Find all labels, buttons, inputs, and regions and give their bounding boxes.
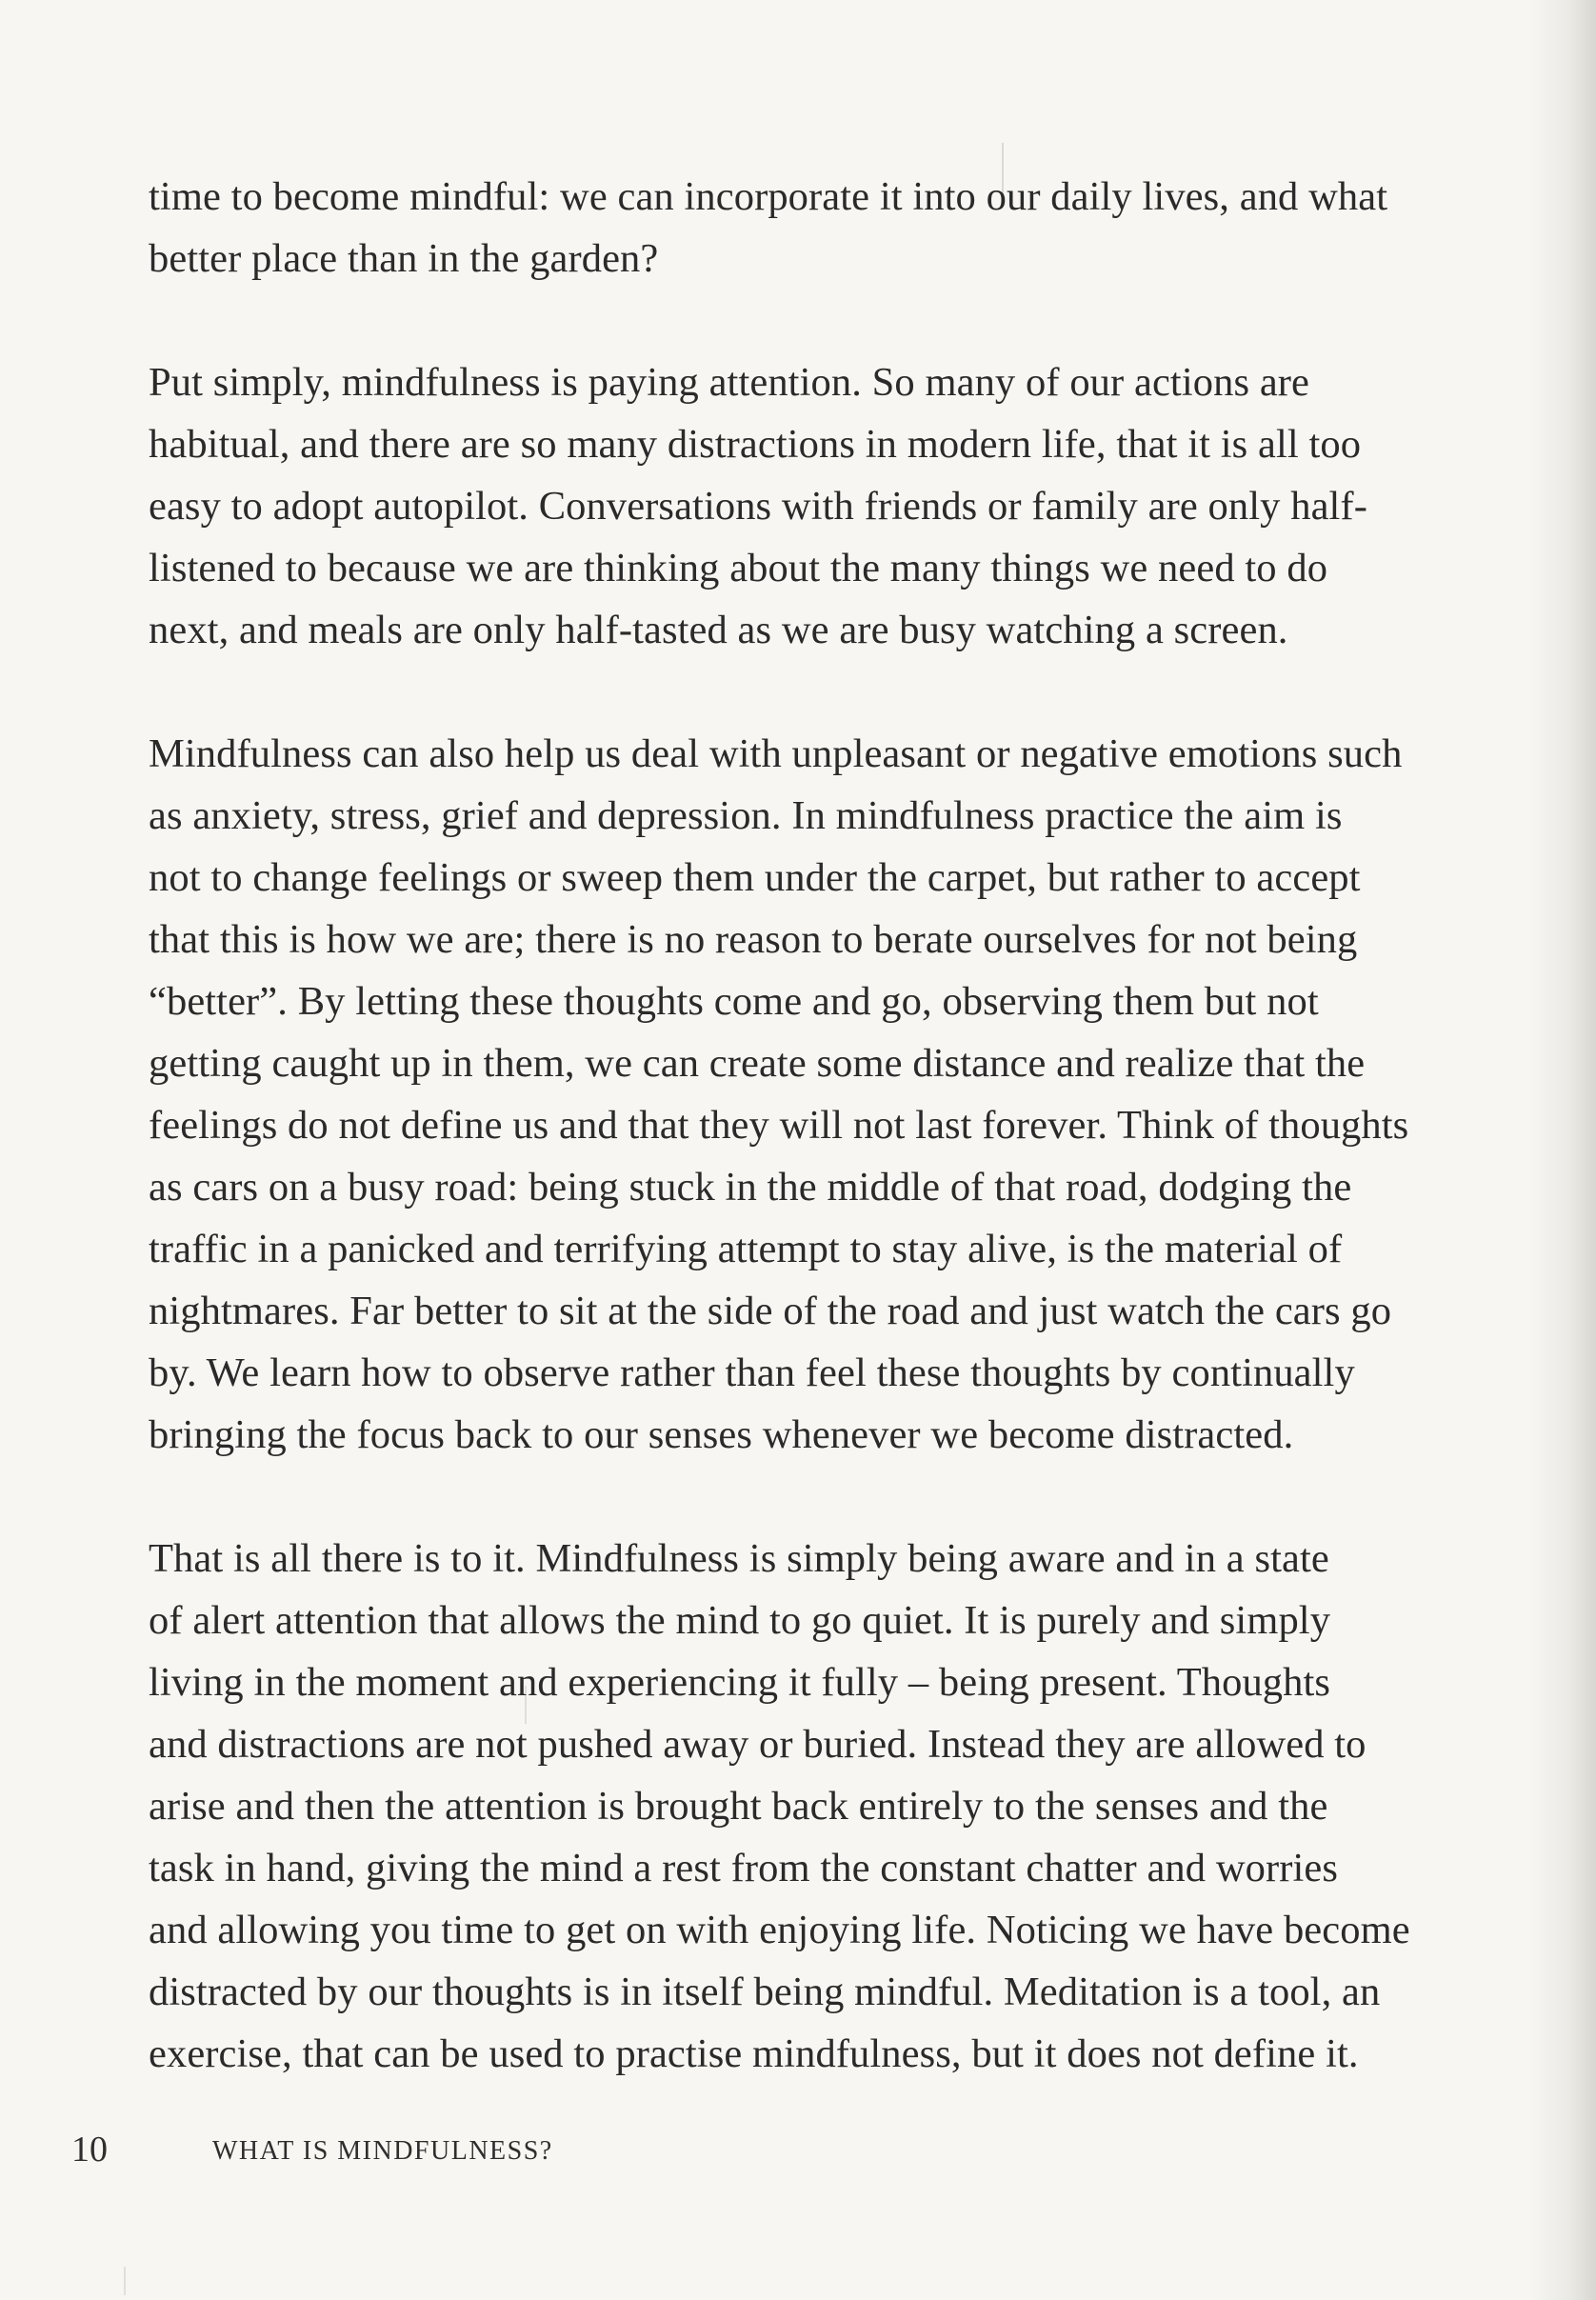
text-line: that this is how we are; there is no reason to berate ourselves for not being <box>149 917 1358 962</box>
text-line: getting caught up in them, we can create some distance and realize that the <box>149 1041 1366 1086</box>
text-line: Mindfulness can also help us deal with unpleasant or negative emotions such <box>149 731 1403 776</box>
running-head: WHAT IS MINDFULNESS? <box>212 2136 553 2166</box>
text-line: “better”. By letting these thoughts come and go, observing them but not <box>149 979 1319 1024</box>
text-line: task in hand, giving the mind a rest from the constant chatter and worries <box>149 1846 1339 1890</box>
paragraph <box>149 351 1491 661</box>
text-line: nightmares. Far better to sit at the side of the road and just watch the cars go <box>149 1289 1392 1333</box>
page-number: 10 <box>71 2130 108 2170</box>
text-line: time to become mindful: we can incorporate it into our daily lives, and what <box>149 174 1388 219</box>
text-line: and distractions are not pushed away or buried. Instead they are allowed to <box>149 1722 1367 1767</box>
paragraph <box>149 166 1491 290</box>
text-line: traffic in a panicked and terrifying attempt to stay alive, is the material of <box>149 1227 1343 1271</box>
text-line: feelings do not define us and that they will not last forever. Think of thoughts <box>149 1103 1409 1148</box>
text-line: That is all there is to it. Mindfulness is simply being aware and in a state <box>149 1536 1329 1581</box>
text-line: as cars on a busy road: being stuck in the middle of that road, dodging the <box>149 1165 1352 1210</box>
text-line: exercise, that can be used to practise mindfulness, but it does not define it. <box>149 2031 1359 2076</box>
text-line: next, and meals are only half-tasted as we are busy watching a screen. <box>149 608 1288 652</box>
text-line: not to change feelings or sweep them under the carpet, but rather to accept <box>149 855 1361 900</box>
page-edge-shadow <box>1529 0 1596 2300</box>
text-line: and allowing you time to get on with enjoying life. Noticing we have become <box>149 1908 1410 1952</box>
body-text <box>149 166 1491 2085</box>
text-line: as anxiety, stress, grief and depression. In mindfulness practice the aim is <box>149 793 1343 838</box>
text-line: by. We learn how to observe rather than feel these thoughts by continually <box>149 1350 1355 1395</box>
text-line: of alert attention that allows the mind to go quiet. It is purely and simply <box>149 1598 1331 1643</box>
text-line: Put simply, mindfulness is paying attention. So many of our actions are <box>149 360 1309 405</box>
text-line: habitual, and there are so many distractions in modern life, that it is all too <box>149 422 1362 467</box>
text-line: better place than in the garden? <box>149 236 659 281</box>
text-line: easy to adopt autopilot. Conversations with friends or family are only half- <box>149 484 1367 529</box>
text-line: distracted by our thoughts is in itself being mindful. Meditation is a tool, an <box>149 1970 1381 2014</box>
text-line: listened to because we are thinking about the many things we need to do <box>149 546 1328 590</box>
paragraph <box>149 1528 1491 2085</box>
text-line: living in the moment and experiencing it fully – being present. Thoughts <box>149 1660 1331 1705</box>
text-line: arise and then the attention is brought back entirely to the senses and the <box>149 1784 1328 1829</box>
paragraph <box>149 723 1491 1466</box>
text-line: bringing the focus back to our senses whenever we become distracted. <box>149 1412 1294 1457</box>
scan-mark <box>124 2267 126 2295</box>
